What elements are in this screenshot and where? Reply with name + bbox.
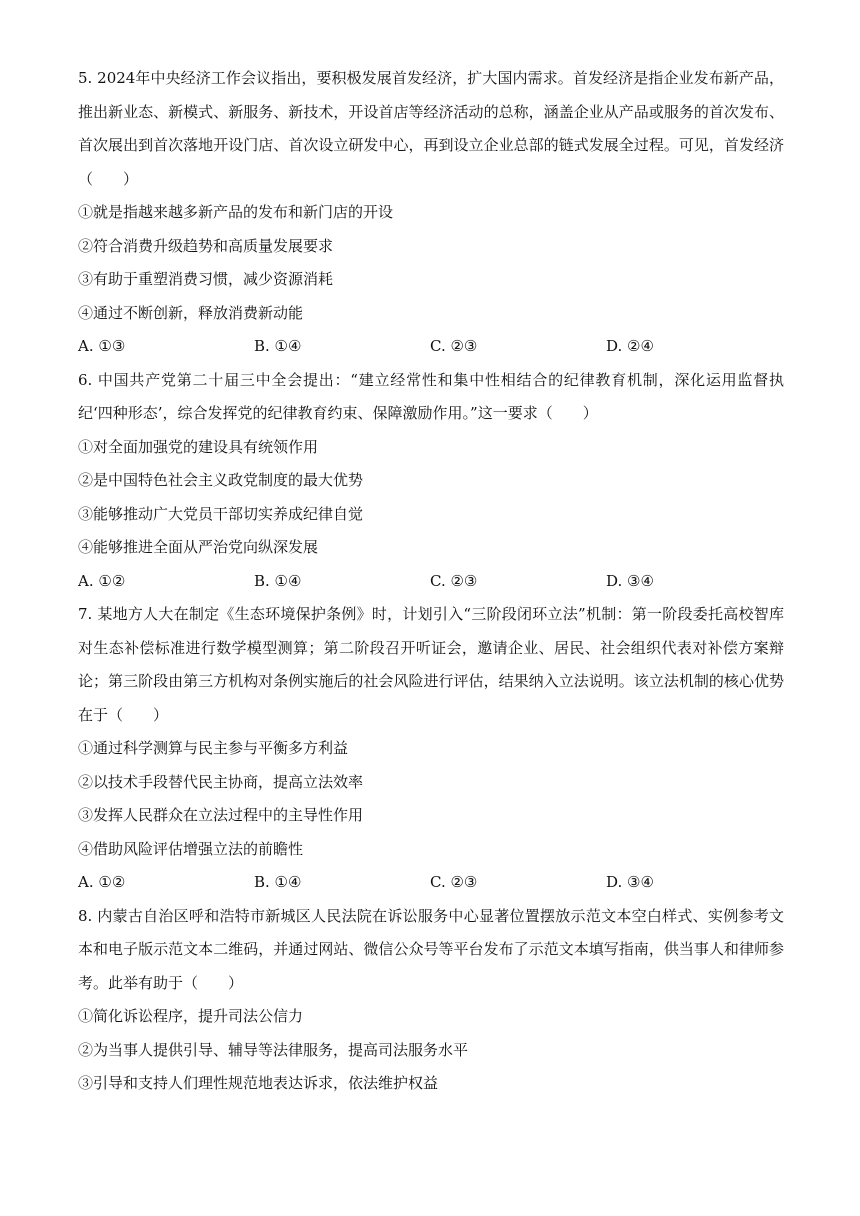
option-item: ③引导和支持人们理性规范地表达诉求，依法维护权益 [78, 1074, 439, 1092]
option-item: ①就是指越来越多新产品的发布和新门店的开设 [78, 203, 394, 221]
choice-c: C. ②③ [430, 337, 478, 355]
option-item: ②以技术手段替代民主协商，提高立法效率 [78, 772, 364, 791]
option-item: ②符合消费升级趋势和高质量发展要求 [78, 236, 334, 255]
answer-choices [78, 330, 784, 364]
choice-a: A. ①③ [78, 337, 126, 355]
document-page [78, 62, 784, 1101]
option-item: ③有助于重塑消费习惯，减少资源消耗 [78, 270, 334, 288]
question-stem: 5. 2024年中央经济工作会议指出，要积极发展首发经济，扩大国内需求。首发经济是指企业发布新产品，推出新业态、新模式、新服务、新技术，开设首店等经济活动的总称，涵盖企业从产品或服务的首次发布、首次展出到首次落地开设门店、首次设立研发中心，再到设立企业总部的链式发展全过程。可见，首发经济（ ） [78, 69, 784, 188]
choice-b: B. ①④ [254, 873, 302, 891]
answer-choices [78, 565, 784, 599]
answer-choices [78, 866, 784, 900]
choice-c: C. ②③ [430, 873, 478, 891]
option-item: ③发挥人民群众在立法过程中的主导性作用 [78, 806, 364, 824]
choice-b: B. ①④ [254, 571, 302, 590]
option-item: ④能够推进全面从严治党向纵深发展 [78, 538, 319, 556]
option-item: ④通过不断创新，释放消费新动能 [78, 303, 304, 322]
option-item: ①对全面加强党的建设具有统领作用 [78, 437, 319, 456]
question-6 [78, 364, 784, 599]
option-item: ②为当事人提供引导、辅导等法律服务，提高司法服务水平 [78, 1040, 469, 1059]
option-item: ①通过科学测算与民主参与平衡多方利益 [78, 739, 349, 757]
option-item: ①简化诉讼程序，提升司法公信力 [78, 1007, 304, 1025]
question-stem: 7. 某地方人大在制定《生态环境保护条例》时，计划引入“三阶段闭环立法”机制：第一阶段委托高校智库对生态补偿标准进行数学模型测算；第二阶段召开听证会，邀请企业、居民、社会组织代表对补偿方案辩论；第三阶段由第三方机构对条例实施后的社会风险进行评估，结果纳入立法说明。该立法机制的核心优势在于（ ） [78, 605, 784, 724]
question-5 [78, 62, 784, 364]
option-item: ④借助风险评估增强立法的前瞻性 [78, 839, 304, 858]
choice-a: A. ①② [78, 873, 126, 891]
option-item: ③能够推动广大党员干部切实养成纪律自觉 [78, 504, 364, 523]
question-7 [78, 598, 784, 900]
option-item: ②是中国特色社会主义政党制度的最大优势 [78, 471, 364, 489]
question-stem: 8. 内蒙古自治区呼和浩特市新城区人民法院在诉讼服务中心显著位置摆放示范文本空白样式、实例参考文本和电子版示范文本二维码，并通过网站、微信公众号等平台发布了示范文本填写指南，供当事人和律师参考。此举有助于（ ） [78, 906, 784, 992]
choice-b: B. ①④ [254, 337, 302, 355]
choice-a: A. ①② [78, 571, 126, 590]
choice-c: C. ②③ [430, 571, 478, 590]
choice-d: D. ②④ [606, 337, 654, 355]
choice-d: D. ③④ [606, 571, 654, 590]
question-8 [78, 900, 784, 1101]
choice-d: D. ③④ [606, 873, 654, 891]
question-stem: 6. 中国共产党第二十届三中全会提出：“建立经常性和集中性相结合的纪律教育机制，深化运用监督执纪‘四种形态’，综合发挥党的纪律教育约束、保障激励作用。”这一要求（ ） [78, 370, 784, 422]
